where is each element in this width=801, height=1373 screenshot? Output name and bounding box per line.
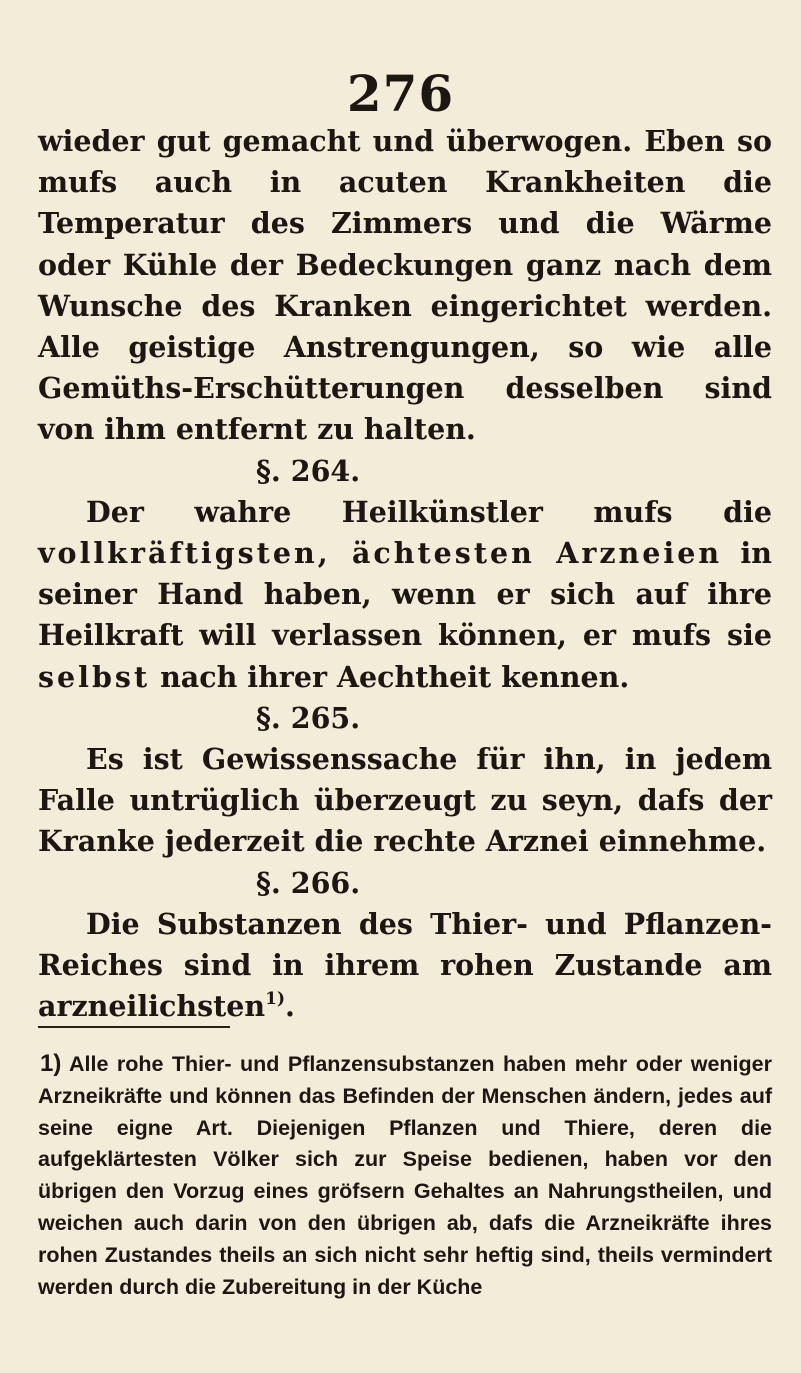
footnote-marker: 1) bbox=[40, 1050, 62, 1077]
continuation-paragraph: wieder gut gemacht und überwogen. Eben so mufs auch in acuten Krankheiten die Temperatur des Zimmers und die Wärme oder Kühle der Bedeckungen ganz nach dem Wunsche des Kranken eingerichtet werden. Alle geistige Anstrengungen, so wie alle Gemüths-Erschütterungen desselben sind von ihm entfernt zu halten. bbox=[38, 124, 772, 447]
paragraph-264-text-3: nach ihrer Aechtheit kennen. bbox=[150, 659, 630, 694]
paragraph-264 bbox=[38, 492, 772, 698]
main-text bbox=[38, 121, 772, 1027]
footnote-text: Alle rohe Thier- und Pflanzensubstanzen haben mehr oder weniger Arzneikräfte und können das Befinden der Menschen ändern, jedes auf seine eigne Art. Diejenigen Pflanzen und Thiere, deren die aufgeklärtesten Völker sich zur Speise bedienen, haben vor den übrigen den Vorzug eines gröfsern Gehaltes an Nahrungstheilen, und weichen auch darin von den übrigen ab, dafs die Arzneikräfte ihres rohen Zustandes theils an sich nicht sehr heftig sind, theils vermindert werden durch die Zubereitung in der Küche bbox=[38, 1052, 772, 1299]
footnote bbox=[38, 1048, 772, 1303]
paragraph-266 bbox=[38, 904, 772, 1028]
section-heading-264: §. 264. bbox=[256, 453, 361, 488]
section-heading-265: §. 265. bbox=[256, 700, 361, 735]
footnote-reference: 1) bbox=[265, 989, 286, 1010]
footnote-divider bbox=[38, 1026, 230, 1028]
paragraph-264-emphasis-2: selbst bbox=[38, 659, 151, 694]
section-heading-266: §. 266. bbox=[256, 865, 361, 900]
paragraph-264-text-1: Der wahre Heilkünstler mufs die bbox=[86, 494, 772, 529]
paragraph-265: Es ist Gewissenssache für ihn, in jedem Falle untrüglich überzeugt zu seyn, dafs der Kranke jederzeit die rechte Arznei einnehme. bbox=[38, 742, 772, 859]
paragraph-264-text-2: in seiner Hand haben, wenn er sich auf ihre Heilkraft will verlassen können, er mufs sie bbox=[38, 536, 772, 653]
paragraph-266-text: Die Substanzen des Thier- und Pflanzen-Reiches sind in ihrem rohen Zustande am arzneilichsten bbox=[38, 906, 772, 1024]
page-number: 276 bbox=[346, 64, 455, 123]
paragraph-264-emphasis-1: vollkräftigsten, ächtesten Arzneien bbox=[38, 536, 723, 571]
paragraph-266-end: . bbox=[285, 989, 295, 1024]
